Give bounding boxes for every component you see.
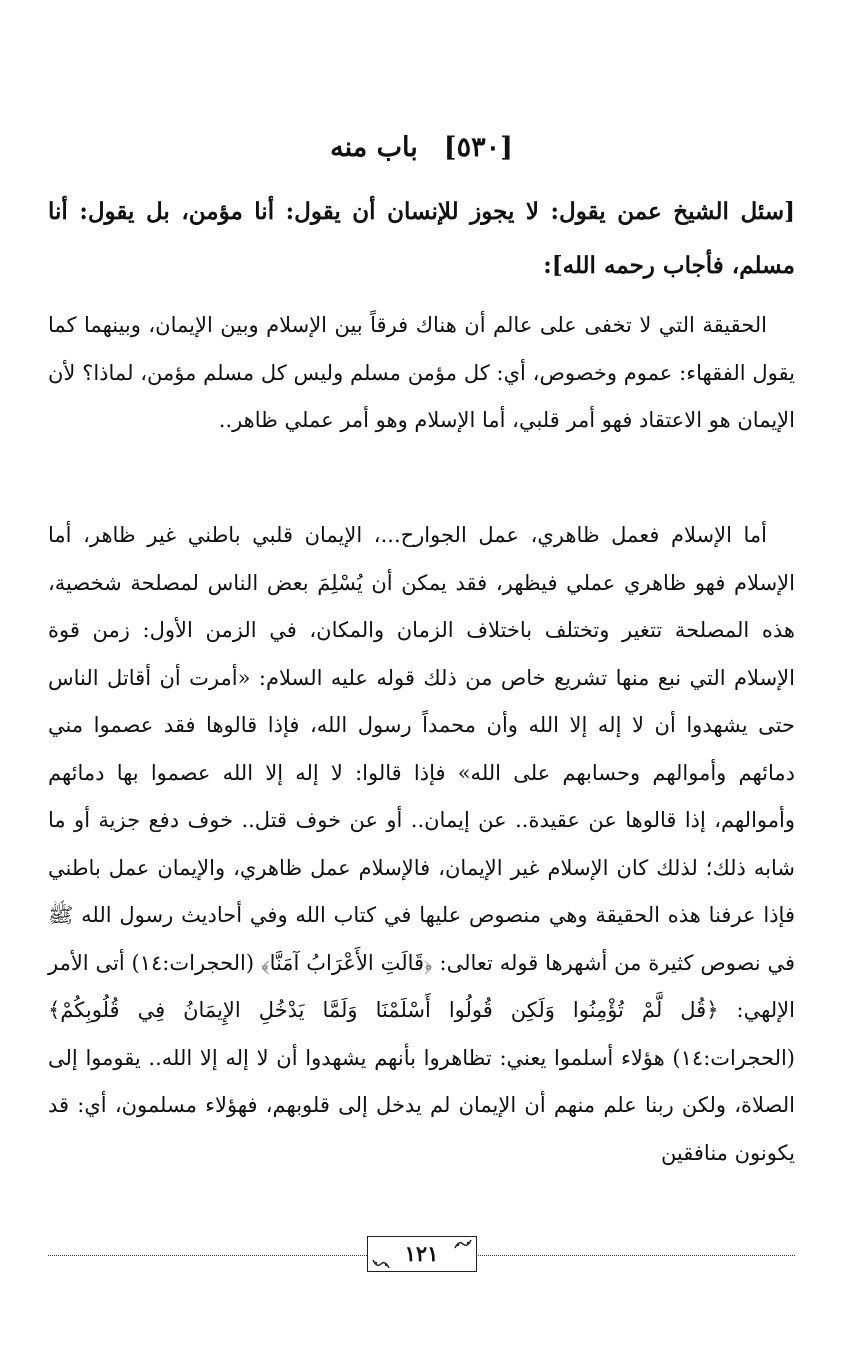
question-text: [سئل الشيخ عمن يقول: لا يجوز للإنسان أن يقول: أنا مؤمن، بل يقول: أنا مسلم، فأجاب رحمه الله]: [48, 198, 795, 279]
paragraph-1: الحقيقة التي لا تخفى على عالم أن هناك فرقاً بين الإسلام وبين الإيمان، وبينهما كما يقول الفقهاء: عموم وخصوص، أي: كل مؤمن مسلم وليس كل مسلم مؤمن، لماذا؟ لأن الإيمان هو الاعتقاد فهو أمر قلبي، أما الإسلام وهو أمر عملي ظاهر.. [48, 313, 795, 432]
chapter-title: باب منه [330, 132, 418, 163]
corner-ornament-icon [372, 1259, 390, 1269]
page-number: ١٢١ [404, 1241, 439, 1266]
page-footer [48, 1236, 795, 1272]
paragraph-2: أما الإسلام فعمل ظاهري، عمل الجوارح...، الإيمان قلبي باطني غير ظاهر، أما الإسلام فهو ظاهري عملي فيظهر، فقد يمكن أن يُسْلِمَ بعض الناس لمصلحة شخصية، هذه المصلحة تتغير وتختلف باختلاف الزمان والمكان، في الزمن الأول: زمن قوة الإسلام التي نبع منها تشريع خاص من ذلك قوله عليه السلام: «أمرت أن أقاتل الناس حتى يشهدوا أن لا إله إلا الله وأن محمداً رسول الله، فإذا قالوها فقد عصموا مني دمائهم وأموالهم وحسابهم على الله» فإذا قالوا: لا إله إلا الله عصموا بها دمائهم وأموالهم، إذا قالوها عن عقيدة.. عن إيمان.. أو عن خوف قتل.. خوف دفع جزية أو ما شابه ذلك؛ لذلك كان الإسلام غير الإيمان، فالإسلام عمل ظاهري، والإيمان عمل باطني فإذا عرفنا هذه الحقيقة وهي منصوص عليها في كتاب الله وفي أحاديث رسول الله ﷺ في نصوص كثيرة من أشهرها قوله تعالى: ﴿قَالَتِ الأَعْرَابُ آمَنَّا﴾ (الحجرات:١٤) أتى الأمر الإلهي: ﴿قُل لَّمْ تُؤْمِنُوا وَلَكِن قُولُوا أَسْلَمْنَا وَلَمَّا يَدْخُلِ الإِيمَانُ فِي قُلُوبِكُمْ﴾ (الحجرات:١٤) هؤلاء أسلموا يعني: تظاهروا بأنهم يشهدوا أن لا إله إلا الله.. يقوموا إلى الصلاة، ولكن ربنا علم منهم أن الإيمان لم يدخل إلى قلوبهم، فهؤلاء مسلمون، أي: قد يكونون منافقين [48, 523, 795, 1165]
page-number-box [367, 1236, 477, 1272]
chapter-heading [48, 128, 795, 168]
corner-ornament-icon [454, 1239, 472, 1249]
chapter-number: [٥٣٠] [443, 132, 513, 163]
page [48, 0, 795, 1371]
